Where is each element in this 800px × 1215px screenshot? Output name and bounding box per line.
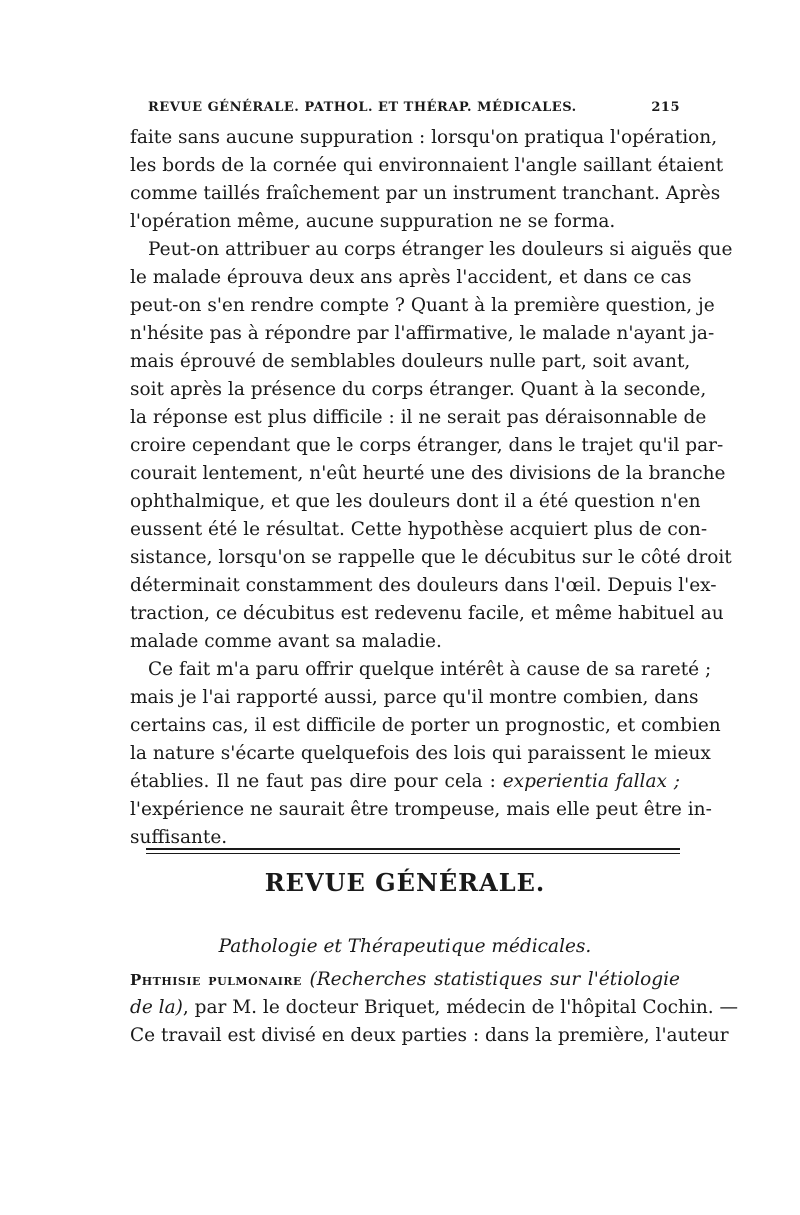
text-line: le malade éprouva deux ans après l'accident, et dans ce cas <box>130 267 692 288</box>
subsection-title: Pathologie et Thérapeutique médicales. <box>218 936 592 957</box>
text-line: mais je l'ai rapporté aussi, parce qu'il montre combien, dans <box>130 687 699 708</box>
text-line: sistance, lorsqu'on se rappelle que le décubitus sur le côté droit <box>130 547 732 568</box>
text-line: la réponse est plus difficile : il ne serait pas déraisonnable de <box>130 407 707 428</box>
article-lead-title: Phthisie pulmonaire <box>130 971 302 989</box>
article-lead-line <box>130 966 680 994</box>
text-line: peut-on s'en rendre compte ? Quant à la première question, je <box>130 295 715 316</box>
text-line: la nature s'écarte quelquefois des lois qui paraissent le mieux <box>130 743 711 764</box>
text-run: , par M. le docteur Briquet, médecin de l'hôpital Cochin. — <box>182 997 739 1018</box>
latin-quote: experientia fallax ; <box>502 771 681 792</box>
text-line: soit après la présence du corps étranger. Quant à la seconde, <box>130 379 707 400</box>
text-line: suffisante. <box>130 827 228 848</box>
text-line: l'opération même, aucune suppuration ne se forma. <box>130 211 616 232</box>
text-line: malade comme avant sa maladie. <box>130 631 442 652</box>
text-line: ophthalmique, et que les douleurs dont il a été question n'en <box>130 491 701 512</box>
text-run: établies. Il ne faut pas dire pour cela : <box>130 771 503 792</box>
text-line: n'hésite pas à répondre par l'affirmative, le malade n'ayant ja- <box>130 323 715 344</box>
text-line: Ce fait m'a paru offrir quelque intérêt à cause de sa rareté ; <box>148 659 712 680</box>
text-line: certains cas, il est difficile de porter un prognostic, et combien <box>130 715 721 736</box>
article-lead-italic-cont: de la) <box>130 997 183 1018</box>
page-number: 215 <box>651 100 680 115</box>
text-line: déterminait constamment des douleurs dans l'œil. Depuis l'ex- <box>130 575 717 596</box>
text-line: les bords de la cornée qui environnaient l'angle saillant étaient <box>130 155 724 176</box>
text-line <box>130 768 680 796</box>
section-rule-top <box>146 848 680 850</box>
text-line: faite sans aucune suppuration : lorsqu'on pratiqua l'opération, <box>130 127 718 148</box>
article-lead-italic: (Recherches statistiques sur l'étiologie <box>301 969 680 990</box>
running-head <box>148 100 680 115</box>
section-rule-bottom <box>146 853 680 854</box>
text-line: comme taillés fraîchement par un instrument tranchant. Après <box>130 183 721 204</box>
text-line: l'expérience ne saurait être trompeuse, mais elle peut être in- <box>130 799 712 820</box>
text-line: Peut-on attribuer au corps étranger les douleurs si aiguës que <box>148 239 733 260</box>
text-line: mais éprouvé de semblables douleurs nulle part, soit avant, <box>130 351 691 372</box>
text-line: courait lentement, n'eût heurté une des divisions de la branche <box>130 463 726 484</box>
text-line: traction, ce décubitus est redevenu facile, et même habituel au <box>130 603 724 624</box>
text-line: Ce travail est divisé en deux parties : dans la première, l'auteur <box>130 1025 729 1046</box>
text-line <box>130 994 739 1022</box>
section-title: REVUE GÉNÉRALE. <box>264 868 546 897</box>
text-line: eussent été le résultat. Cette hypothèse acquiert plus de con- <box>130 519 708 540</box>
running-title: REVUE GÉNÉRALE. PATHOL. ET THÉRAP. MÉDICALES. <box>148 100 577 115</box>
text-line: croire cependant que le corps étranger, dans le trajet qu'il par- <box>130 435 724 456</box>
